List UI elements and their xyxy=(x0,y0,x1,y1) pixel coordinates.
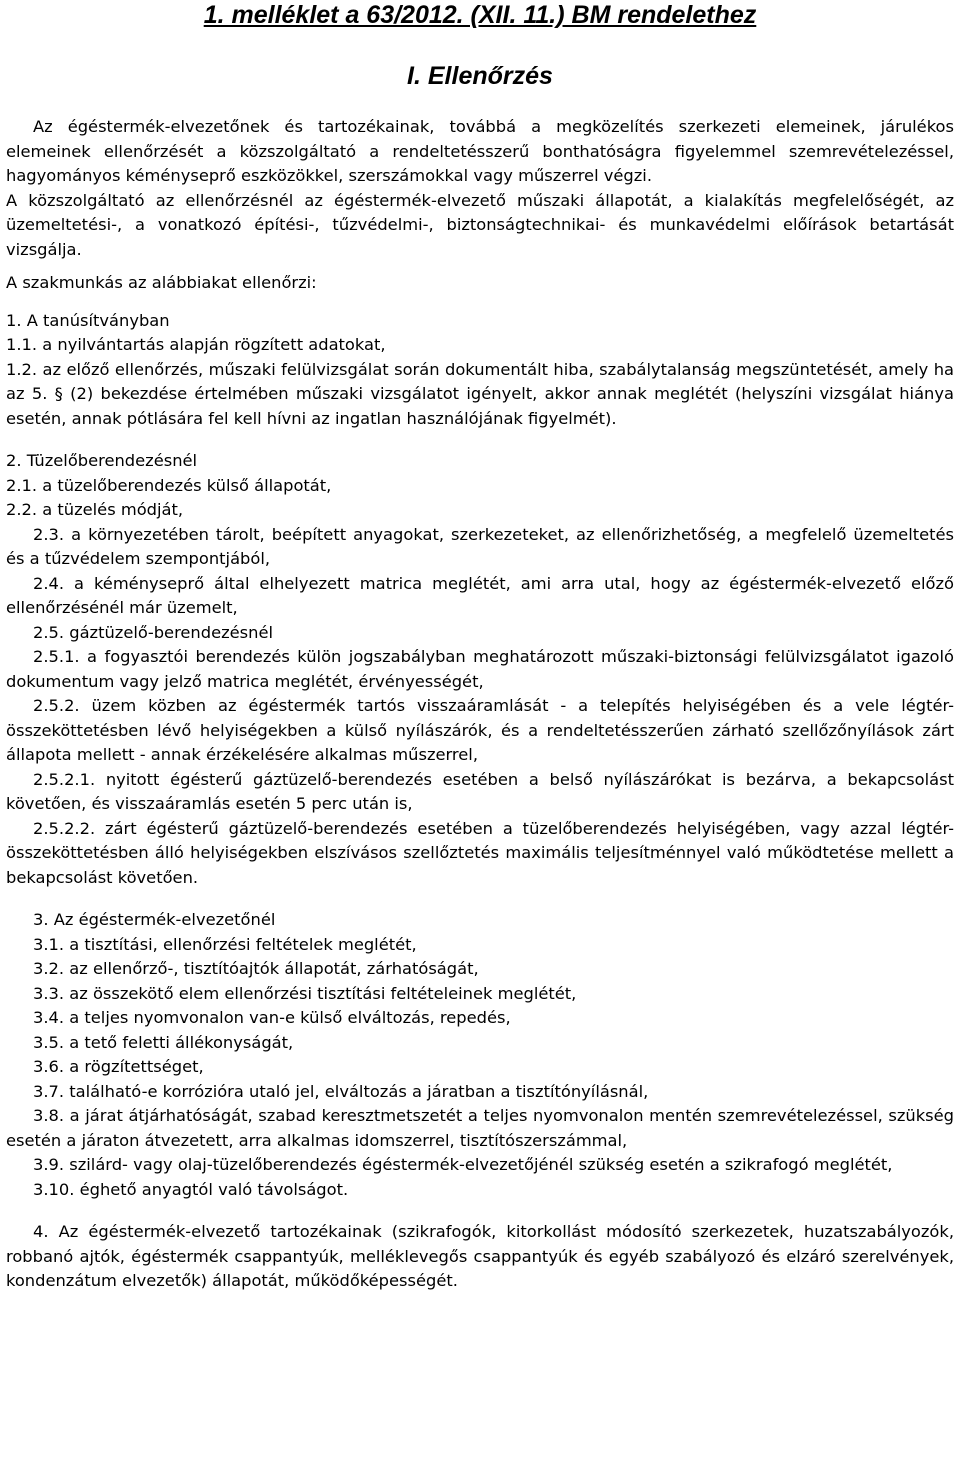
item-2-2: 2.2. a tüzelés módját, xyxy=(6,500,184,519)
item-3: 3. Az égéstermék-elvezetőnél xyxy=(33,910,276,929)
item-3-6: 3.6. a rögzítettséget, xyxy=(33,1057,204,1076)
item-2-4: 2.4. a kéményseprő által elhelyezett matrica meglétét, ami arra utal, hogy az égéstermék-elvezető előző ellenőrzésénél már üzemelt, xyxy=(6,573,954,617)
item-4: 4. Az égéstermék-elvezető tartozékainak (szikrafogók, kitorkollást módosító szerkezetek, huzatszabályozók, robbanó ajtók, égéstermék csappantyúk, melléklevegős csappantyúk és egyéb szabályozó és elzáró szerelvények, kondenzátum elvezetők) állapotát, működőképességét. xyxy=(6,1222,954,1290)
item-2: 2. Tüzelőberendezésnél xyxy=(6,451,198,470)
item-3-7: 3.7. található-e korrózióra utaló jel, elváltozás a járatban a tisztítónyílásnál, xyxy=(33,1081,649,1101)
item-2-1: 2.1. a tüzelőberendezés külső állapotát, xyxy=(6,475,332,495)
item-3-8: 3.8. a járat átjárhatóságát, szabad keresztmetszetét a teljes nyomvonalon mentén szemrevételezéssel, szükség esetén a járaton átvezetett, arra alkalmas idomszerrel, tisztítószerszámmal, xyxy=(6,1106,954,1150)
item-2-5: 2.5. gáztüzelő-berendezésnél xyxy=(33,622,274,642)
intro-paragraph-2: A közszolgáltató az ellenőrzésnél az égéstermék-elvezető műszaki állapotát, a kialakítás megfelelőségét, az üzemeltetési-, a vonatkozó építési-, tűzvédelmi-, biztonságtechnikai- és munkavédelmi előírások betartását vizsgálja. xyxy=(6,190,954,259)
item-2-5-1: 2.5.1. a fogyasztói berendezés külön jogszabályban meghatározott műszaki-biztonsági felülvizsgálatot igazoló dokumentum vagy jelző matrica meglétét, érvényességét, xyxy=(6,647,954,691)
item-2-5-2-2: 2.5.2.2. zárt égésterű gáztüzelő-berendezés esetében a tüzelőberendezés helyiségében, vagy azzal légtér-összeköttetésben álló helyiségekben elszívásos szellőztetés maximális teljesítménnyel való működtetése mellett a bekapcsolást követően. xyxy=(6,818,954,887)
item-1-2: 1.2. az előző ellenőrzés, műszaki felülvizsgálat során dokumentált hiba, szabálytalanság megszüntetését, amely ha az 5. § (2) bekezdése értelmében műszaki vizsgálatot igényelt, akkor annak meglétét (helyszíni vizsgálat hiánya esetén, annak pótlására fel kell hívni az ingatlan használójának figyelmét). xyxy=(6,359,954,428)
intro-paragraph-1: Az égéstermék-elvezetőnek és tartozékainak, továbbá a megközelítés szerkezeti elemeinek, járulékos elemeinek ellenőrzését a közszolgáltató a rendeltetésszerű bonthatóságra figyelemmel szemrevételezéssel, hagyományos kéményseprő eszközökkel, szerszámokkal vagy műszerrel végzi. xyxy=(6,117,954,185)
document-title: 1. melléklet a 63/2012. (XII. 11.) BM rendelethez xyxy=(203,1,757,29)
item-2-3: 2.3. a környezetében tárolt, beépített anyagokat, szerkezeteket, az ellenőrizhetőség, a megfelelő üzemeltetés és a tűzvédelem szempontjából, xyxy=(6,524,954,568)
item-3-3: 3.3. az összekötő elem ellenőrzési tisztítási feltételeinek meglétét, xyxy=(33,983,577,1003)
item-3-10: 3.10. éghető anyagtól való távolságot. xyxy=(33,1179,349,1199)
lead-sentence: A szakmunkás az alábbiakat ellenőrzi: xyxy=(6,273,317,292)
item-1-1: 1.1. a nyilvántartás alapján rögzített adatokat, xyxy=(6,335,386,354)
item-1: 1. A tanúsítványban xyxy=(6,310,170,330)
item-3-4: 3.4. a teljes nyomvonalon van-e külső elváltozás, repedés, xyxy=(33,1008,511,1027)
item-2-5-2-1: 2.5.2.1. nyitott égésterű gáztüzelő-berendezés esetében a belső nyílászárókat is bezárva, a bekapcsolást követően, és visszaáramlás esetén 5 perc után is, xyxy=(6,769,954,813)
item-2-5-2: 2.5.2. üzem közben az égéstermék tartós visszaáramlását - a telepítés helyiségében és a vele légtér-összeköttetésben lévő helyiségekben a külső nyílászárók, és a rendeltetésszerűen zárható szellőzőnyílások zárt állapota mellett - annak érzékelésére alkalmas műszerrel, xyxy=(6,696,954,764)
item-3-1: 3.1. a tisztítási, ellenőrzési feltételek meglétét, xyxy=(33,934,417,954)
item-3-5: 3.5. a tető feletti állékonyságát, xyxy=(33,1032,294,1052)
section-title: I. Ellenőrzés xyxy=(407,62,553,90)
item-3-9: 3.9. szilárd- vagy olaj-tüzelőberendezés égéstermék-elvezetőjénél szükség esetén a szikrafogó meglétét, xyxy=(33,1155,893,1174)
item-3-2: 3.2. az ellenőrző-, tisztítóajtók állapotát, zárhatóságát, xyxy=(33,959,479,978)
